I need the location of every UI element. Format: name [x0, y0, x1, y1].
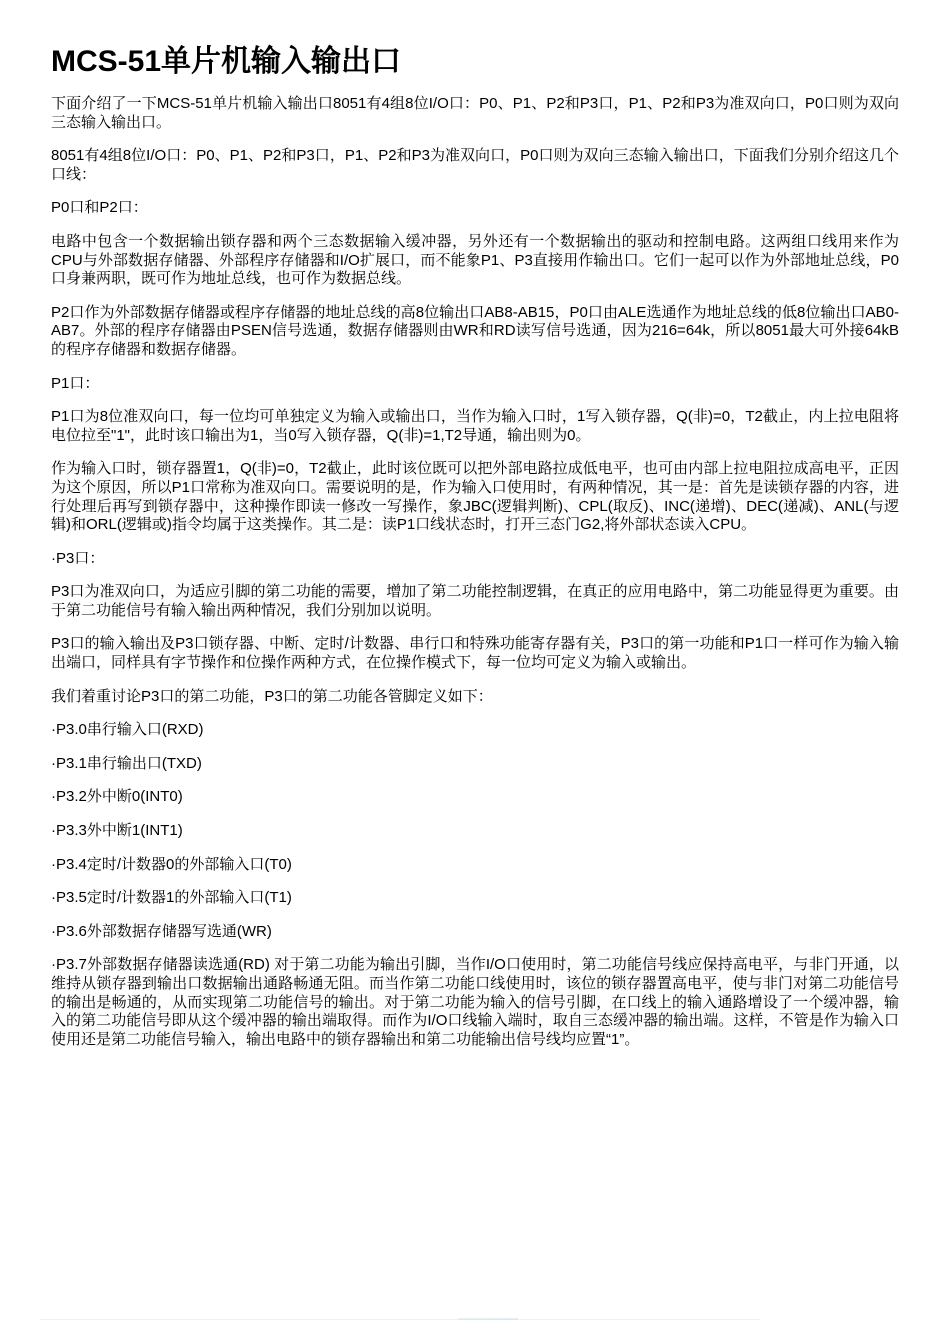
p0-p2-paragraph-2: P2口作为外部数据存储器或程序存储器的地址总线的高8位输出口AB8-AB15，P0口由ALE选通作为地址总线的低8位输出口AB0-AB7。外部的程序存储器由PSEN信号选通，数据存储器则由WR和RD读写信号选通，因为216=64k，所以8051最大可外接64kB的程序存储器和数据存储器。: [51, 303, 899, 358]
section-heading-p0-p2: P0口和P2口：: [51, 199, 148, 217]
p1-paragraph-2: 作为输入口时，锁存器置1，Q(非)=0，T2截止，此时该位既可以把外部电路拉成低电平，也可由内部上拉电阻拉成高电平，正因为这个原因，所以P1口常称为准双向口。需要说明的是，作为输入口使用时，有两种情况，其一是：首先是读锁存器的内容，进行处理后再写到锁存器中，这种操作即读一修改一写操作，象JBC(逻辑判断)、CPL(取反)、INC(递增)、DEC(递减)、ANL(与逻辑)和ORL(逻辑或)指令均属于这类操作。其二是：读P1口线状态时，打开三态门G2,将外部状态读入CPU。: [51, 460, 899, 534]
p0-p2-paragraph-1: 电路中包含一个数据输出锁存器和两个三态数据输入缓冲器，另外还有一个数据输出的驱动和控制电路。这两组口线用来作为CPU与外部数据存储器、外部程序存储器和I/O扩展口，而不能象P1、P3直接用作输出口。它们一起可以作为外部地址总线，P0口身兼两职，既可作为地址总线，也可作为数据总线。: [51, 232, 899, 288]
intro-paragraph-2: 8051有4组8位I/O口：P0、P1、P2和P3口，P1、P2和P3为准双向口，P0口则为双向三态输入输出口，下面我们分别介绍这几个口线：: [51, 147, 899, 183]
pin-list-item-p3-6: ·P3.6外部数据存储器写选通(WR): [51, 922, 272, 940]
p3-7-paragraph: ·P3.7外部数据存储器读选通(RD) 对于第二功能为输出引脚，当作I/O口使用时，第二功能信号线应保持高电平，与非门开通，以维持从锁存器到输出口数据输出通路畅通无阻。而当作第二功能口线使用时，该位的锁存器置高电平，使与非门对第二功能信号的输出是畅通的，从而实现第二功能信号的输出。对于第二功能为输入的信号引脚，在口线上的输入通路增设了一个缓冲器，输入的第二功能信号即从这个缓冲器的输出端取得。而作为I/O口线输入端时，取自三态缓冲器的输出端。这样，不管是作为输入口使用还是第二功能信号输入，输出电路中的锁存器输出和第二功能输出信号线均应置“1”。: [51, 956, 899, 1048]
document-title: MCS-51单片机输入输出口: [51, 45, 402, 78]
p3-paragraph-3: 我们着重讨论P3口的第二功能，P3口的第二功能各管脚定义如下：: [51, 687, 493, 705]
pin-list-item-p3-3: ·P3.3外中断1(INT1): [51, 822, 183, 840]
intro-paragraph-1: 下面介绍了一下MCS-51单片机输入输出口8051有4组8位I/O口：P0、P1、P2和P3口，P1、P2和P3为准双向口，P0口则为双向三态输入输出口。: [51, 95, 899, 131]
p3-paragraph-1: P3口为准双向口，为适应引脚的第二功能的需要，增加了第二功能控制逻辑，在真正的应用电路中，第二功能显得更为重要。由于第二功能信号有输入输出两种情况，我们分别加以说明。: [51, 583, 899, 619]
section-heading-p3: ·P3口：: [51, 549, 105, 567]
p1-paragraph-1: P1口为8位准双向口，每一位均可单独定义为输入或输出口，当作为输入口时，1写入锁存器，Q(非)=0，T2截止，内上拉电阻将电位拉至"1"，此时该口输出为1，当0写入锁存器，Q(非)=1,T2导通，输出则为0。: [51, 408, 899, 444]
section-heading-p1: P1口：: [51, 374, 100, 392]
pin-list-item-p3-0: ·P3.0串行输入口(RXD): [51, 721, 204, 739]
pin-list-item-p3-5: ·P3.5定时/计数器1的外部输入口(T1): [51, 889, 292, 907]
pin-list-item-p3-2: ·P3.2外中断0(INT0): [51, 788, 183, 806]
pin-list-item-p3-4: ·P3.4定时/计数器0的外部输入口(T0): [51, 855, 292, 873]
pin-list-item-p3-1: ·P3.1串行输出口(TXD): [51, 754, 202, 772]
p3-paragraph-2: P3口的输入输出及P3口锁存器、中断、定时/计数器、串行口和特殊功能寄存器有关，P3口的第一功能和P1口一样可作为输入输出端口，同样具有字节操作和位操作两种方式，在位操作模式下，每一位均可定义为输入或输出。: [51, 635, 899, 672]
